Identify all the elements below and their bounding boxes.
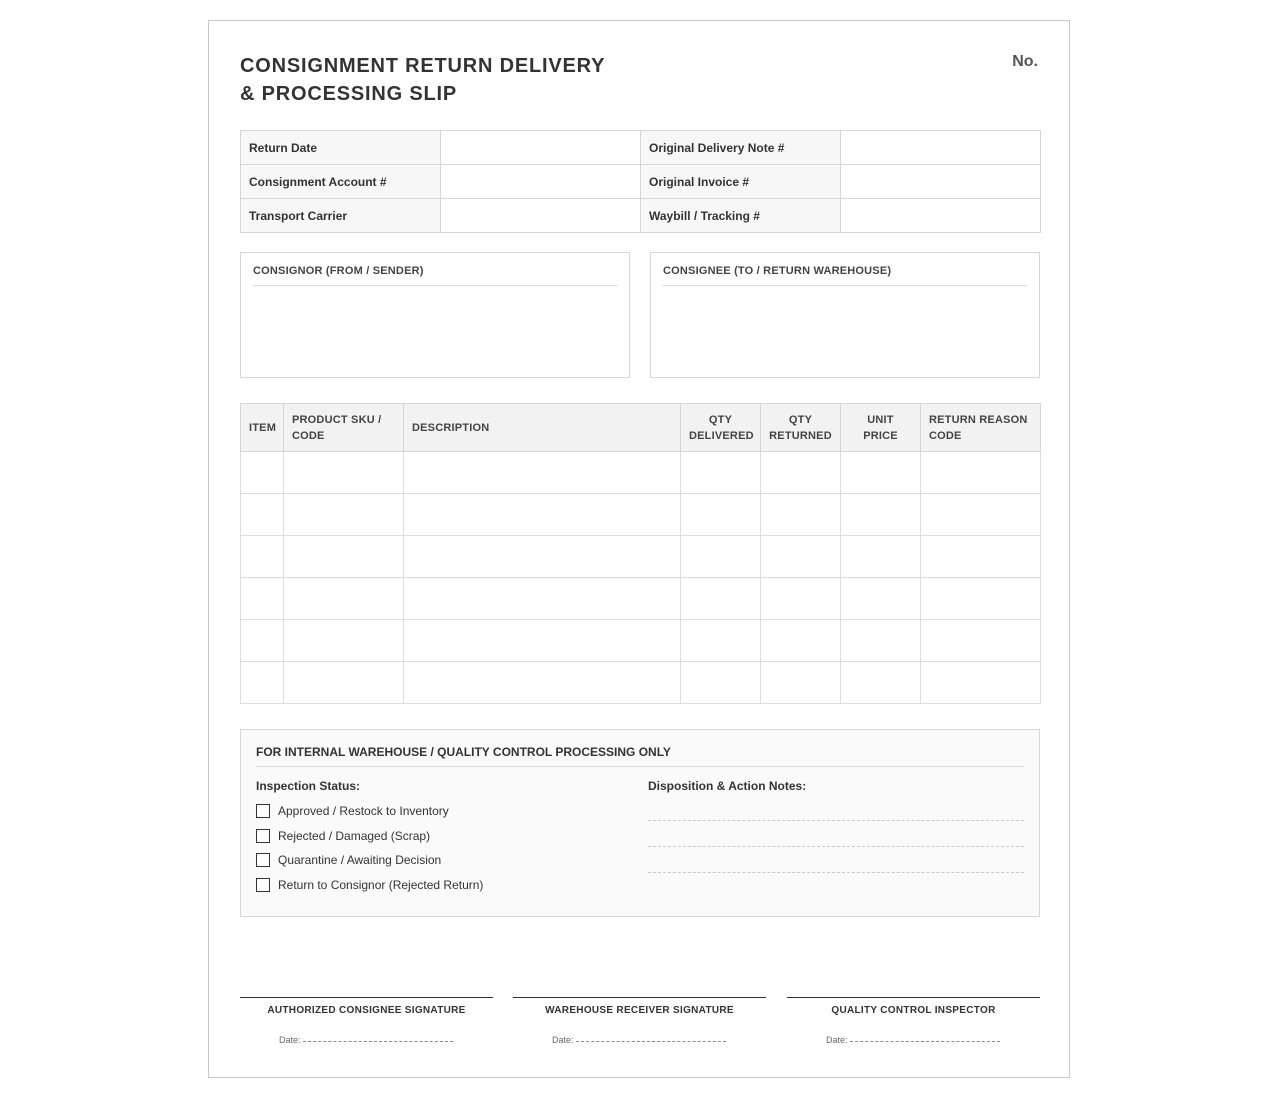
column-header-qty-returned: QTY RETURNED <box>761 404 841 452</box>
document-number-label: No. <box>1012 53 1038 70</box>
table-cell[interactable] <box>681 536 761 578</box>
table-cell[interactable] <box>921 662 1041 704</box>
signature-line[interactable] <box>513 997 766 998</box>
table-cell[interactable] <box>284 662 404 704</box>
inspection-option-label: Rejected / Damaged (Scrap) <box>278 829 431 843</box>
table-cell[interactable] <box>241 494 284 536</box>
table-cell[interactable] <box>404 494 681 536</box>
return-slip-page <box>208 20 1070 1078</box>
inspection-option-label: Approved / Restock to Inventory <box>278 804 449 818</box>
signature-date <box>552 1035 726 1045</box>
notes-line[interactable] <box>648 872 1024 873</box>
table-cell[interactable] <box>404 620 681 662</box>
table-cell[interactable] <box>284 494 404 536</box>
table-cell[interactable] <box>921 536 1041 578</box>
table-cell[interactable] <box>841 620 921 662</box>
table-row <box>241 662 1041 704</box>
inspection-status-label: Inspection Status: <box>256 779 361 793</box>
table-row <box>241 620 1041 662</box>
date-line[interactable] <box>303 1041 453 1042</box>
table-cell[interactable] <box>761 620 841 662</box>
table-cell[interactable] <box>841 452 921 494</box>
internal-processing-section <box>240 729 1040 917</box>
checkbox[interactable] <box>256 829 270 843</box>
notes-line[interactable] <box>648 846 1024 847</box>
table-cell[interactable] <box>841 494 921 536</box>
checkbox[interactable] <box>256 804 270 818</box>
signature-label: QUALITY CONTROL INSPECTOR <box>831 1005 996 1016</box>
table-cell[interactable] <box>404 578 681 620</box>
table-cell[interactable] <box>841 662 921 704</box>
inspection-option-label: Quarantine / Awaiting Decision <box>278 853 442 867</box>
table-cell[interactable] <box>681 620 761 662</box>
table-cell[interactable] <box>841 536 921 578</box>
disposition-notes-label: Disposition & Action Notes: <box>648 779 807 793</box>
date-label: Date: <box>279 1035 301 1045</box>
transport-carrier-label: Transport Carrier <box>241 199 441 233</box>
column-header-item: ITEM <box>241 404 284 452</box>
table-cell[interactable] <box>681 452 761 494</box>
shipment-info-grid <box>240 130 1041 233</box>
consignment-account-field[interactable] <box>441 165 641 199</box>
table-cell[interactable] <box>241 452 284 494</box>
table-cell[interactable] <box>921 620 1041 662</box>
table-cell[interactable] <box>761 452 841 494</box>
date-line[interactable] <box>850 1041 1000 1042</box>
signature-label: WAREHOUSE RECEIVER SIGNATURE <box>545 1005 734 1016</box>
table-cell[interactable] <box>761 536 841 578</box>
consignment-account-label: Consignment Account # <box>241 165 441 199</box>
original-delivery-note-field[interactable] <box>841 131 1041 165</box>
info-row <box>241 199 1041 233</box>
table-cell[interactable] <box>761 494 841 536</box>
table-row <box>241 452 1041 494</box>
table-cell[interactable] <box>284 578 404 620</box>
table-row <box>241 536 1041 578</box>
warehouse-receiver-signature-block <box>513 997 766 1045</box>
table-cell[interactable] <box>404 662 681 704</box>
table-cell[interactable] <box>921 494 1041 536</box>
checkbox[interactable] <box>256 853 270 867</box>
table-cell[interactable] <box>241 578 284 620</box>
table-cell[interactable] <box>921 452 1041 494</box>
signature-line[interactable] <box>240 997 493 998</box>
table-cell[interactable] <box>241 620 284 662</box>
table-cell[interactable] <box>681 578 761 620</box>
table-cell[interactable] <box>284 452 404 494</box>
original-invoice-field[interactable] <box>841 165 1041 199</box>
original-invoice-label: Original Invoice # <box>641 165 841 199</box>
title-line-1: CONSIGNMENT RETURN DELIVERY <box>240 55 606 77</box>
table-row <box>241 494 1041 536</box>
document-title <box>240 52 720 108</box>
table-cell[interactable] <box>681 494 761 536</box>
table-cell[interactable] <box>681 662 761 704</box>
info-row <box>241 131 1041 165</box>
column-header-qty-delivered: QTY DELIVERED <box>681 404 761 452</box>
table-cell[interactable] <box>404 536 681 578</box>
consignor-box[interactable] <box>240 252 630 378</box>
column-header-sku: PRODUCT SKU / CODE <box>284 404 404 452</box>
signature-label: AUTHORIZED CONSIGNEE SIGNATURE <box>267 1005 466 1016</box>
table-cell[interactable] <box>241 662 284 704</box>
checkbox[interactable] <box>256 878 270 892</box>
date-label: Date: <box>826 1035 848 1045</box>
inspection-option-label: Return to Consignor (Rejected Return) <box>278 878 484 892</box>
table-header-row <box>241 404 1041 452</box>
notes-line[interactable] <box>648 820 1024 821</box>
return-date-field[interactable] <box>441 131 641 165</box>
column-header-unit-price: UNIT PRICE <box>841 404 921 452</box>
title-line-2: & PROCESSING SLIP <box>240 83 457 105</box>
signature-date <box>826 1035 1000 1045</box>
return-items-table <box>240 403 1041 704</box>
consignee-box[interactable] <box>650 252 1040 378</box>
waybill-tracking-field[interactable] <box>841 199 1041 233</box>
return-date-label: Return Date <box>241 131 441 165</box>
qc-inspector-signature-block <box>787 997 1040 1045</box>
table-cell[interactable] <box>284 536 404 578</box>
signature-date <box>279 1035 453 1045</box>
signature-line[interactable] <box>787 997 1040 998</box>
table-row <box>241 578 1041 620</box>
info-row <box>241 165 1041 199</box>
consignor-heading: CONSIGNOR (FROM / SENDER) <box>253 265 617 286</box>
table-cell[interactable] <box>404 452 681 494</box>
table-cell[interactable] <box>761 578 841 620</box>
date-label: Date: <box>552 1035 574 1045</box>
date-line[interactable] <box>576 1041 726 1042</box>
column-header-description: DESCRIPTION <box>404 404 681 452</box>
table-cell[interactable] <box>241 536 284 578</box>
consignee-signature-block <box>240 997 493 1045</box>
table-cell[interactable] <box>841 578 921 620</box>
table-cell[interactable] <box>761 662 841 704</box>
consignee-heading: CONSIGNEE (TO / RETURN WAREHOUSE) <box>663 265 1027 286</box>
original-delivery-note-label: Original Delivery Note # <box>641 131 841 165</box>
transport-carrier-field[interactable] <box>441 199 641 233</box>
internal-processing-heading: FOR INTERNAL WAREHOUSE / QUALITY CONTROL PROCESSING ONLY <box>256 745 1024 767</box>
table-cell[interactable] <box>921 578 1041 620</box>
column-header-return-reason: RETURN REASON CODE <box>921 404 1041 452</box>
waybill-tracking-label: Waybill / Tracking # <box>641 199 841 233</box>
table-cell[interactable] <box>284 620 404 662</box>
